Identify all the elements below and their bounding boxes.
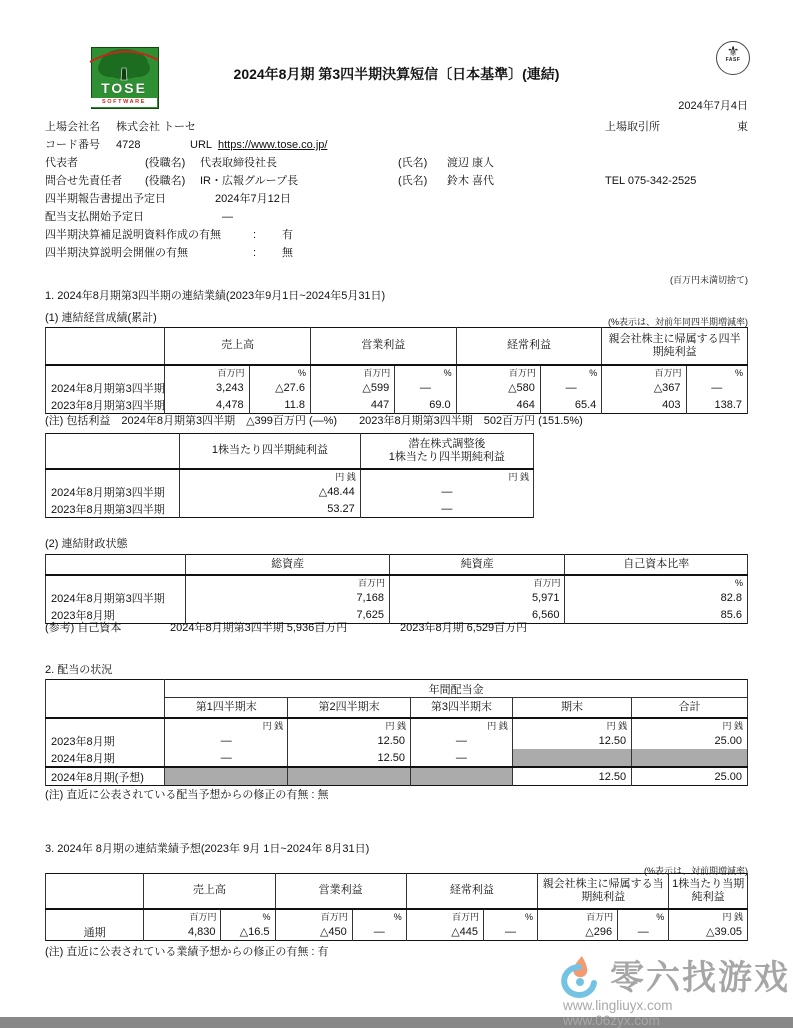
- col-header-line2: 1株当たり四半期純利益: [388, 451, 505, 463]
- supplement-colon: :: [253, 229, 257, 241]
- representative-title-label: (役職名): [145, 157, 186, 169]
- value-cell: 138.7: [686, 396, 747, 414]
- value-cell: △48.44: [180, 483, 361, 500]
- value-cell: △27.6: [249, 379, 310, 396]
- table-row: [46, 923, 748, 941]
- period-label: 2024年8月期第3四半期: [46, 483, 180, 500]
- col-header: 親会社株主に帰属する四半期純利益: [602, 328, 748, 366]
- unit-label: %: [484, 909, 538, 923]
- value-cell: 85.6: [565, 606, 748, 624]
- code-value: 4728: [116, 139, 141, 151]
- table-header-row: [46, 874, 748, 910]
- value-cell: ―: [686, 379, 747, 396]
- representative-name: 渡辺 康人: [447, 157, 495, 169]
- supplement-value: 有: [282, 229, 293, 241]
- value-cell: △296: [538, 923, 618, 941]
- value-cell: △39.05: [669, 923, 748, 941]
- value-cell: △580: [456, 379, 540, 396]
- col-header: 総資産: [186, 555, 390, 576]
- col-header: 売上高: [144, 874, 275, 910]
- value-cell: ―: [411, 732, 513, 749]
- value-cell: 12.50: [288, 749, 411, 767]
- filing-date-label: 四半期報告書提出予定日: [45, 193, 166, 205]
- contact-name: 鈴木 喜代: [447, 175, 495, 187]
- period-label: 2023年8月期第3四半期: [46, 500, 180, 518]
- watermark-url-1: www.lingliuyx.com: [563, 998, 673, 1013]
- unit-label: %: [686, 365, 747, 379]
- contact-name-label: (氏名): [398, 175, 428, 187]
- unit-row: [46, 575, 748, 589]
- value-cell: 25.00: [632, 767, 748, 786]
- table-row: [46, 749, 748, 767]
- period-label: 2023年8月期: [46, 606, 186, 624]
- unit-label: %: [395, 365, 456, 379]
- table-header-row: [46, 555, 748, 576]
- value-cell: 6,560: [389, 606, 565, 624]
- dividend-start-label: 配当支払開始予定日: [45, 211, 144, 223]
- rounding-note: (百万円未満切捨て): [670, 275, 748, 285]
- tose-logo-subtext: SOFTWARE: [91, 98, 157, 107]
- url-label: URL: [190, 139, 213, 151]
- col-header: 1株当たり四半期純利益: [180, 434, 361, 470]
- listed-name-label: 上場会社名: [45, 121, 100, 133]
- value-cell: ―: [360, 500, 533, 518]
- blank-gray-cell: [288, 767, 411, 786]
- tose-logo-text: TOSE: [101, 80, 147, 96]
- col-header: 純資産: [389, 555, 565, 576]
- unit-label: 円 銭: [512, 718, 631, 732]
- value-cell: ―: [618, 923, 669, 941]
- briefing-colon: :: [253, 247, 257, 259]
- col-header: [360, 434, 533, 470]
- unit-label: 百万円: [310, 365, 394, 379]
- unit-label: 百万円: [165, 365, 249, 379]
- value-cell: ―: [411, 749, 513, 767]
- unit-label: 百万円: [144, 909, 221, 923]
- value-cell: ―: [360, 483, 533, 500]
- value-cell: 53.27: [180, 500, 361, 518]
- value-cell: ―: [352, 923, 406, 941]
- period-label: 2024年8月期(予想): [46, 767, 165, 786]
- unit-label: %: [221, 909, 275, 923]
- blank-gray-cell: [411, 767, 513, 786]
- operating-results-note: (%表示は、対前年同四半期増減率): [608, 317, 748, 327]
- value-cell: 82.8: [565, 589, 748, 606]
- col-header: 経常利益: [456, 328, 602, 366]
- col-header-line1: 潜在株式調整後: [408, 437, 486, 450]
- equity-reference-prior: 2023年8月期 6,529百万円: [400, 622, 528, 634]
- unit-label: 円 銭: [669, 909, 748, 923]
- contact-title: IR・広報グループ長: [200, 175, 299, 187]
- unit-label: 百万円: [456, 365, 540, 379]
- col-header: 期末: [512, 698, 631, 719]
- dividend-revision-note: (注) 直近に公表されている配当予想からの修正の有無 : 無: [45, 789, 329, 801]
- unit-label: 百万円: [389, 575, 565, 589]
- period-label: 2024年8月期: [46, 749, 165, 767]
- unit-row: [46, 469, 534, 483]
- annual-dividend-header: 年間配当金: [165, 680, 748, 698]
- dividend-start-value: ―: [222, 211, 233, 223]
- value-cell: 69.0: [395, 396, 456, 414]
- blank-gray-cell: [512, 749, 631, 767]
- table-header-row: [46, 434, 534, 470]
- unit-label: 円 銭: [360, 469, 533, 483]
- representative-label: 代表者: [45, 157, 78, 169]
- col-header: 合計: [632, 698, 748, 719]
- value-cell: 11.8: [249, 396, 310, 414]
- col-header: 第3四半期末: [411, 698, 513, 719]
- value-cell: 4,478: [165, 396, 249, 414]
- forecast-note: (%表示は、対前期増減率): [644, 866, 748, 876]
- forecast-revision-note: (注) 直近に公表されている業績予想からの修正の有無 : 有: [45, 946, 329, 958]
- period-label: 2024年8月期第3四半期: [46, 589, 186, 606]
- financial-position-heading: (2) 連結財政状態: [45, 538, 128, 550]
- col-header: 売上高: [165, 328, 311, 366]
- watermark-swirl-icon: [556, 955, 604, 1001]
- col-header: 第1四半期末: [165, 698, 288, 719]
- representative-title: 代表取締役社長: [200, 157, 277, 169]
- fasf-seal-text: FASF: [725, 57, 741, 63]
- value-cell: △367: [602, 379, 686, 396]
- col-header: 第2四半期末: [288, 698, 411, 719]
- unit-label: 円 銭: [632, 718, 748, 732]
- value-cell: △450: [275, 923, 352, 941]
- watermark-text: 零六找游戏: [610, 959, 790, 997]
- code-label: コード番号: [45, 139, 100, 151]
- unit-label: %: [352, 909, 406, 923]
- table-row: [46, 732, 748, 749]
- forecast-table: [45, 873, 748, 941]
- value-cell: 403: [602, 396, 686, 414]
- value-cell: ―: [540, 379, 601, 396]
- value-cell: 12.50: [288, 732, 411, 749]
- fasf-seal: [716, 41, 750, 75]
- dividends-table: [45, 679, 748, 786]
- value-cell: 4,830: [144, 923, 221, 941]
- per-share-table: [45, 433, 534, 518]
- col-header: 営業利益: [275, 874, 406, 910]
- contact-title-label: (役職名): [145, 175, 186, 187]
- period-label: 2023年8月期: [46, 732, 165, 749]
- col-header: 自己資本比率: [565, 555, 748, 576]
- section2-heading: 2. 配当の状況: [45, 664, 113, 676]
- briefing-label: 四半期決算説明会開催の有無: [45, 247, 188, 259]
- period-label: 通期: [46, 923, 144, 941]
- financial-position-table: [45, 554, 748, 624]
- value-cell: 12.50: [512, 767, 631, 786]
- value-cell: △599: [310, 379, 394, 396]
- unit-row: [46, 365, 748, 379]
- fasf-leaf-icon: ⚜: [726, 43, 740, 59]
- unit-label: 百万円: [602, 365, 686, 379]
- col-header: 親会社株主に帰属する当期純利益: [538, 874, 669, 910]
- unit-label: 百万円: [275, 909, 352, 923]
- table-row: [46, 396, 748, 414]
- period-label: 2024年8月期第3四半期: [46, 379, 165, 396]
- unit-row: [46, 718, 748, 732]
- watermark-urls: [563, 998, 793, 1028]
- document-title: 2024年8月期 第3四半期決算短信〔日本基準〕(連結): [233, 66, 560, 82]
- unit-label: 円 銭: [411, 718, 513, 732]
- contact-label: 問合せ先責任者: [45, 175, 122, 187]
- unit-label: 円 銭: [180, 469, 361, 483]
- table-row: [46, 500, 534, 518]
- col-header: 経常利益: [406, 874, 537, 910]
- unit-row: [46, 909, 748, 923]
- value-cell: 12.50: [512, 732, 631, 749]
- value-cell: 7,625: [186, 606, 390, 624]
- unit-label: %: [540, 365, 601, 379]
- value-cell: ―: [395, 379, 456, 396]
- value-cell: △445: [406, 923, 483, 941]
- operating-results-table: [45, 327, 748, 414]
- value-cell: 65.4: [540, 396, 601, 414]
- unit-label: 百万円: [538, 909, 618, 923]
- value-cell: 7,168: [186, 589, 390, 606]
- table-row: [46, 767, 748, 786]
- equity-reference-current: 2024年8月期第3四半期 5,936百万円: [170, 622, 348, 634]
- value-cell: ―: [165, 749, 288, 767]
- briefing-value: 無: [282, 247, 293, 259]
- col-header: 1株当たり当期純利益: [669, 874, 748, 910]
- table-header-row: [46, 328, 748, 366]
- contact-tel: TEL 075-342-2525: [605, 175, 697, 187]
- table-row: [46, 589, 748, 606]
- value-cell: 25.00: [632, 732, 748, 749]
- filing-date: 2024年7月12日: [215, 193, 291, 205]
- section1-heading: 1. 2024年8月期第3四半期の連結業績(2023年9月1日~2024年5月31日): [45, 290, 386, 302]
- table-row: [46, 606, 748, 624]
- watermark-url-2: www.06zyx.com: [563, 1013, 660, 1028]
- unit-label: 百万円: [186, 575, 390, 589]
- unit-label: %: [565, 575, 748, 589]
- table-row: [46, 483, 534, 500]
- annual-dividend-header-row: [46, 680, 748, 698]
- unit-label: 円 銭: [165, 718, 288, 732]
- value-cell: 3,243: [165, 379, 249, 396]
- value-cell: 447: [310, 396, 394, 414]
- period-label: 2023年8月期第3四半期: [46, 396, 165, 414]
- report-date: 2024年7月4日: [678, 100, 748, 112]
- unit-label: %: [249, 365, 310, 379]
- supplement-label: 四半期決算補足説明資料作成の有無: [45, 229, 221, 241]
- unit-label: 百万円: [406, 909, 483, 923]
- comprehensive-income-note: (注) 包括利益 2024年8月期第3四半期 △399百万円 (―%) 2023年8月期第3四半期 502百万円 (151.5%): [45, 415, 583, 427]
- operating-results-heading: (1) 連結経営成績(累計): [45, 312, 157, 324]
- listed-name: 株式会社 トーセ: [116, 121, 196, 133]
- blank-gray-cell: [165, 767, 288, 786]
- blank-gray-cell: [632, 749, 748, 767]
- table-row: [46, 379, 748, 396]
- value-cell: ―: [484, 923, 538, 941]
- unit-label: %: [618, 909, 669, 923]
- col-header: 営業利益: [310, 328, 456, 366]
- company-url-link[interactable]: https://www.tose.co.jp/: [218, 139, 328, 151]
- value-cell: 464: [456, 396, 540, 414]
- value-cell: 5,971: [389, 589, 565, 606]
- representative-name-label: (氏名): [398, 157, 428, 169]
- value-cell: △16.5: [221, 923, 275, 941]
- exchange-label: 上場取引所: [605, 121, 660, 133]
- equity-reference-label: (参考) 自己資本: [45, 622, 122, 634]
- unit-label: 円 銭: [288, 718, 411, 732]
- exchange-value: 東: [737, 121, 748, 133]
- value-cell: ―: [165, 732, 288, 749]
- section3-heading: 3. 2024年 8月期の連結業績予想(2023年 9月 1日~2024年 8月31日): [45, 843, 370, 855]
